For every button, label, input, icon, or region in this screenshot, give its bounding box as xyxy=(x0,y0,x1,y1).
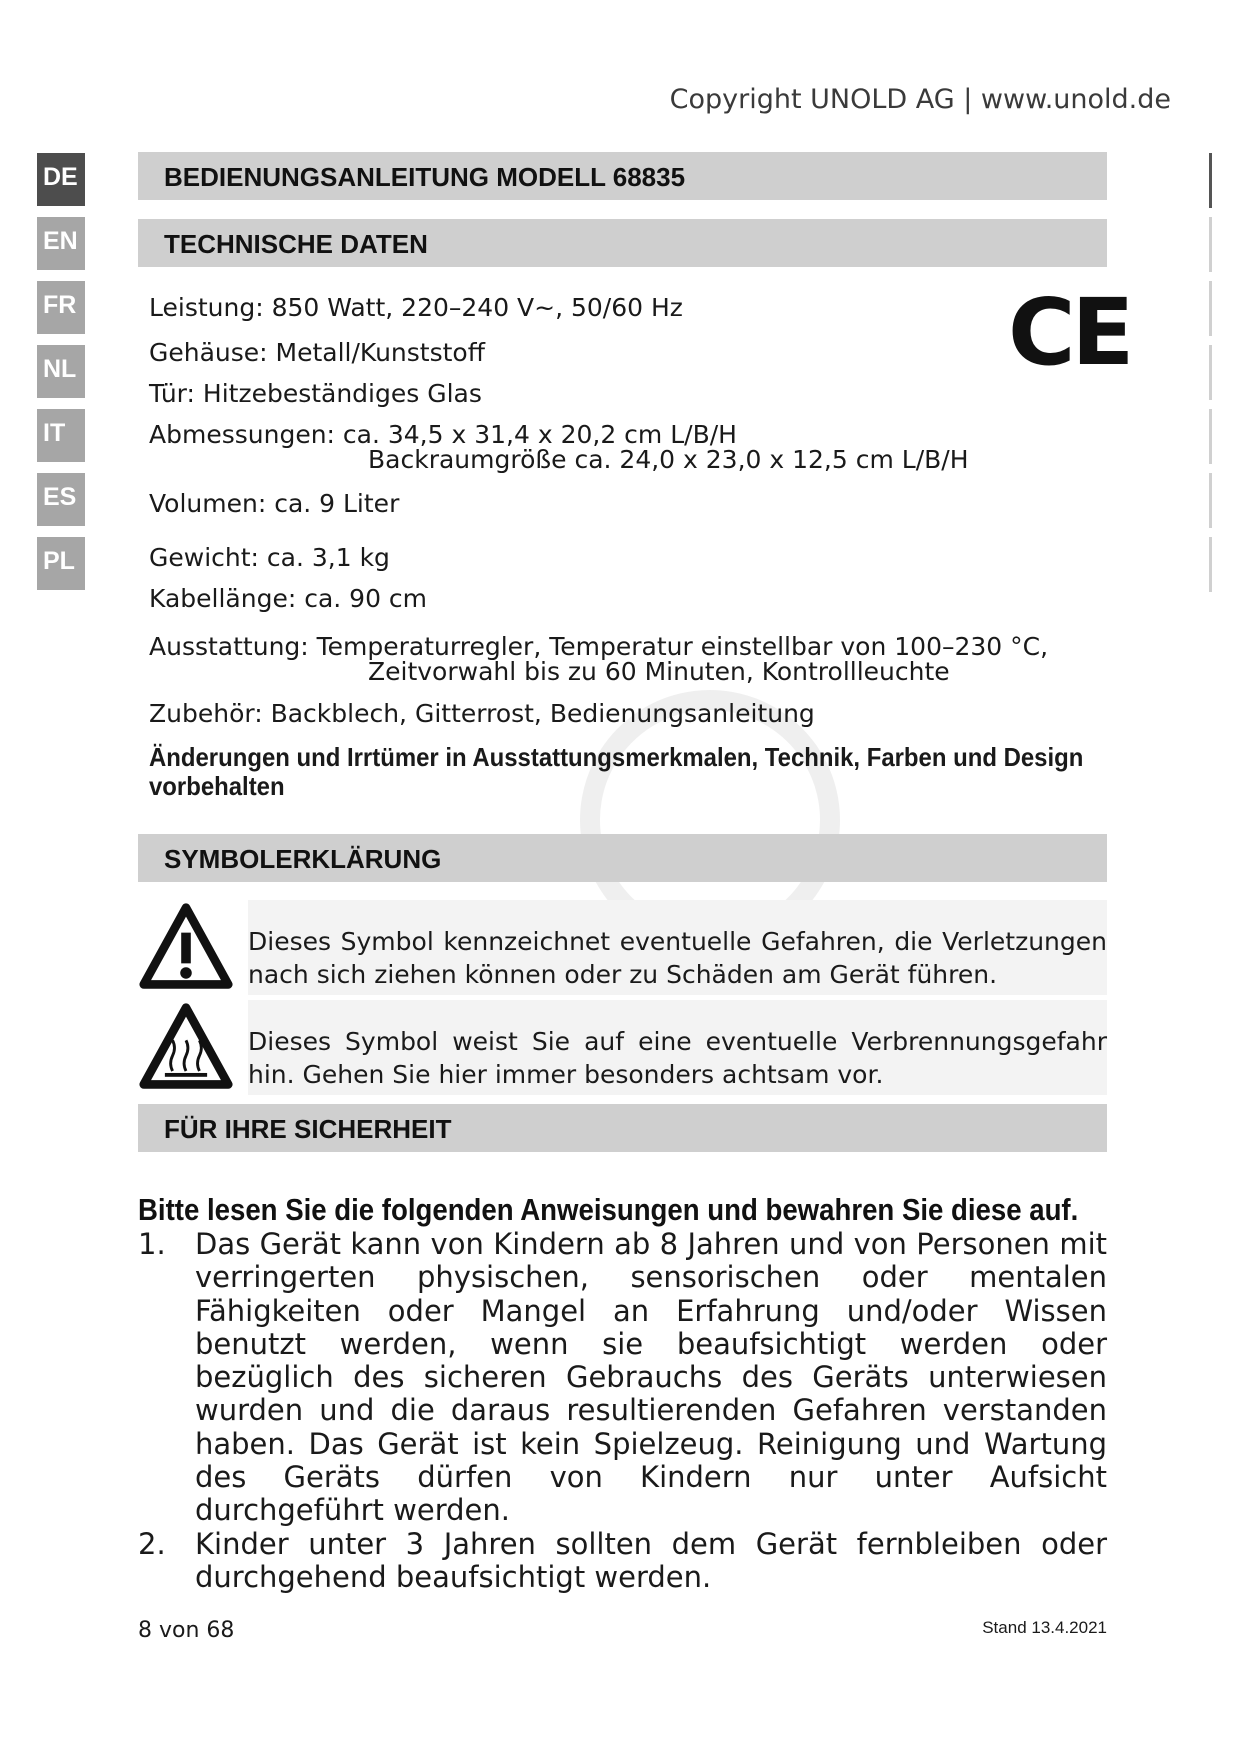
edge-thumb-marks xyxy=(1209,153,1212,601)
manual-title: BEDIENUNGSANLEITUNG MODELL 68835 xyxy=(138,152,1107,200)
spec-volume: Volumen: ca. 9 Liter xyxy=(149,489,400,518)
lang-tab-it[interactable]: IT xyxy=(37,409,85,462)
edge-mark xyxy=(1209,409,1212,464)
technical-data-heading: TECHNISCHE DATEN xyxy=(138,219,1107,267)
spec-door: Tür: Hitzebeständiges Glas xyxy=(149,379,482,408)
list-item-text: Kinder unter 3 Jahren sollten dem Gerät fernbleiben oder durchgehend beaufsichtigt werden. xyxy=(195,1526,1107,1594)
lang-tab-en[interactable]: EN xyxy=(37,217,85,270)
edge-mark xyxy=(1209,281,1212,336)
lang-tab-es[interactable]: ES xyxy=(37,473,85,526)
list-item xyxy=(138,1528,1107,1595)
page-number: 8 von 68 xyxy=(138,1618,235,1643)
symbols-heading: SYMBOLERKLÄRUNG xyxy=(138,834,1107,882)
warning-symbol-text: Dieses Symbol kennzeichnet eventuelle Gefahren, die Verletzungen nach sich ziehen können oder zu Schäden am Gerät führen. xyxy=(248,900,1107,995)
safety-heading: FÜR IHRE SICHERHEIT xyxy=(138,1104,1107,1152)
document-date: Stand 13.4.2021 xyxy=(982,1618,1107,1637)
edge-mark xyxy=(1209,537,1212,592)
spec-power: Leistung: 850 Watt, 220–240 V~, 50/60 Hz xyxy=(149,293,683,322)
language-tabs xyxy=(37,153,85,601)
spec-accessories: Zubehör: Backblech, Gitterrost, Bedienungsanleitung xyxy=(149,699,815,728)
edge-mark xyxy=(1209,473,1212,528)
spec-dimensions-cont: Backraumgröße ca. 24,0 x 23,0 x 12,5 cm L/B/H xyxy=(368,445,969,474)
edge-mark xyxy=(1209,217,1212,272)
copyright-header: Copyright UNOLD AG | www.unold.de xyxy=(669,84,1171,115)
edge-mark xyxy=(1209,153,1212,208)
spec-housing: Gehäuse: Metall/Kunststoff xyxy=(149,338,485,367)
list-item-number: 2. xyxy=(138,1526,166,1561)
spec-weight: Gewicht: ca. 3,1 kg xyxy=(149,543,390,572)
list-item-text: Das Gerät kann von Kindern ab 8 Jahren und von Personen mit verringerten physischen, sensorischen oder mentalen Fähigkeiten oder Mangel an Erfahrung und/oder Wissen benutzt werden, wenn sie beaufsichtigt werden oder bezüglich des sicheren Gebrauchs des Geräts unterwiesen wurden und die daraus resultierenden Gefahren verstanden haben. Das Gerät ist kein Spielzeug. Reinigung und Wartung des Geräts dürfen von Kindern nur unter Aufsicht durchgeführt werden. xyxy=(195,1227,1107,1528)
lang-tab-nl[interactable]: NL xyxy=(37,345,85,398)
spec-equipment-cont: Zeitvorwahl bis zu 60 Minuten, Kontrollleuchte xyxy=(368,657,950,686)
spec-dimensions: Abmessungen: ca. 34,5 x 31,4 x 20,2 cm L/B/H xyxy=(149,420,737,449)
edge-mark xyxy=(1209,345,1212,400)
hot-symbol-text: Dieses Symbol weist Sie auf eine eventuelle Verbrennungsgefahr hin. Gehen Sie hier immer besonders achtsam vor. xyxy=(248,1000,1107,1095)
lang-tab-de[interactable]: DE xyxy=(37,153,85,206)
list-item xyxy=(138,1228,1107,1528)
warning-triangle-icon xyxy=(138,900,234,996)
safety-list xyxy=(138,1228,1107,1594)
spec-equipment: Ausstattung: Temperaturregler, Temperatur einstellbar von 100–230 °C, xyxy=(149,632,1049,661)
safety-intro: Bitte lesen Sie die folgenden Anweisungen und bewahren Sie diese auf. xyxy=(138,1192,1079,1227)
spec-cable: Kabellänge: ca. 90 cm xyxy=(149,584,428,613)
hot-surface-icon xyxy=(138,1000,234,1096)
ce-mark: CE xyxy=(1008,279,1131,386)
disclaimer-note: Änderungen und Irrtümer in Ausstattungsmerkmalen, Technik, Farben und Design vorbehalten xyxy=(149,742,1084,801)
list-item-number: 1. xyxy=(138,1227,166,1261)
lang-tab-fr[interactable]: FR xyxy=(37,281,85,334)
lang-tab-pl[interactable]: PL xyxy=(37,537,85,590)
